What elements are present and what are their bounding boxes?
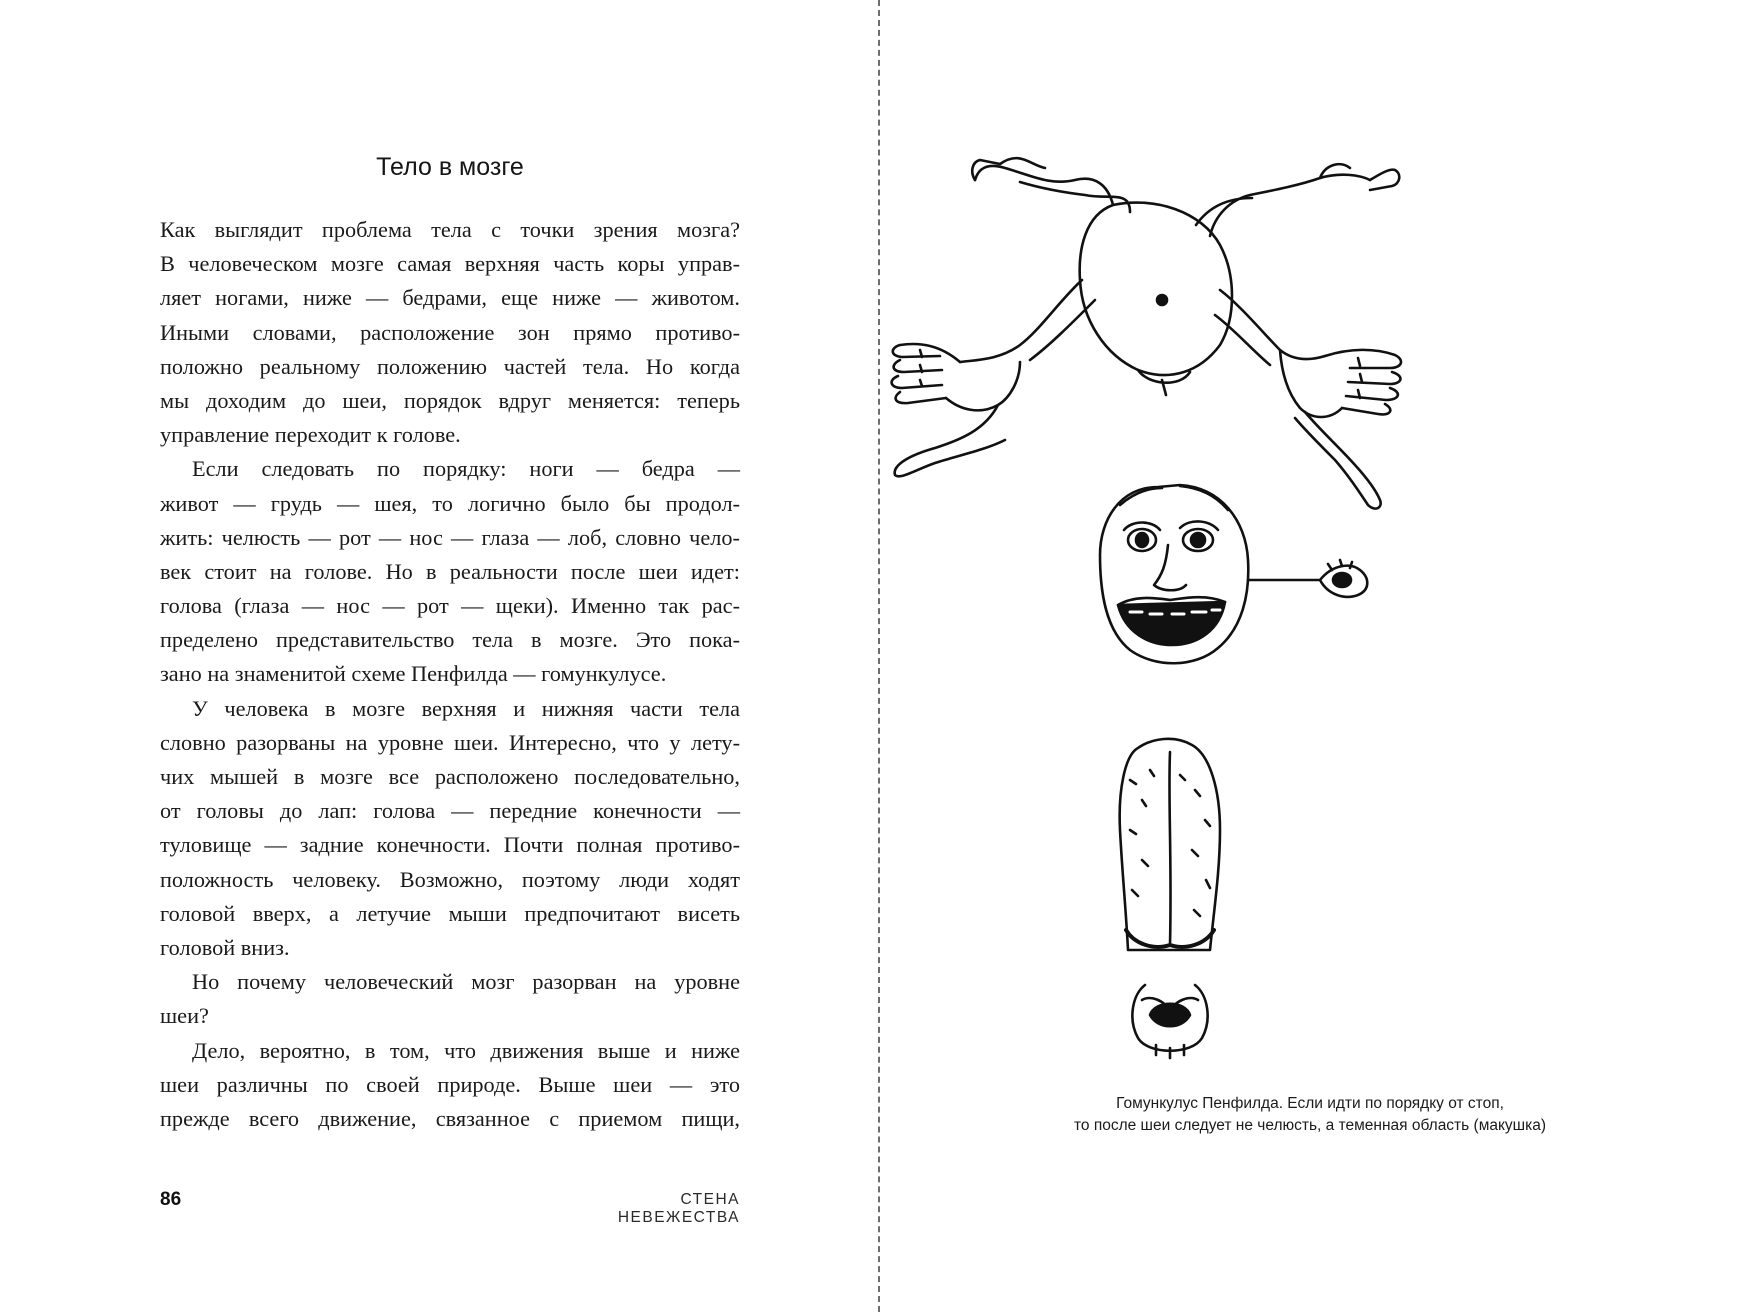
text-line: В человеческом мозге самая верхняя часть коры управ-	[160, 251, 740, 277]
homunculus-face	[1100, 485, 1248, 663]
text-line: от головы до лап: голова — передние конечности —	[160, 798, 740, 824]
text-line: Но почему человеческий мозг разорван на уровне	[192, 969, 740, 995]
text-line: Если следовать по порядку: ноги — бедра —	[192, 456, 740, 482]
chapter-title: Тело в мозге	[376, 153, 524, 181]
text-line: ляет ногами, ниже — бедрами, еще ниже — животом.	[160, 285, 740, 311]
text-line: шеи?	[160, 1003, 209, 1029]
running-head: СТЕНА НЕВЕЖЕСТВА	[617, 1191, 740, 1226]
text-line: жить: челюсть — рот — нос — глаза — лоб, словно чело-	[160, 524, 740, 550]
right-page	[880, 0, 1751, 1312]
figure-caption	[1020, 1093, 1600, 1137]
text-line: Дело, вероятно, в том, что движения выше и ниже	[192, 1037, 740, 1063]
text-line: положно реальному положению частей тела. Но когда	[160, 353, 740, 379]
caption-line: Гомункулус Пенфилда. Если идти по порядку от стоп,	[1116, 1095, 1504, 1112]
text-line: туловище — задние конечности. Почти полная противо-	[160, 832, 740, 858]
homunculus-legs	[972, 158, 1399, 236]
text-line: век стоит на голове. Но в реальности после шеи идет:	[160, 558, 740, 584]
page-number: 86	[160, 1189, 182, 1210]
text-line: прежде всего движение, связанное с приемом пищи,	[160, 1105, 740, 1131]
text-line: головой вниз.	[160, 934, 290, 960]
paragraph	[160, 452, 740, 691]
paragraph	[160, 965, 740, 1033]
text-line: мы доходим до шеи, порядок вдруг меняется: теперь	[160, 387, 740, 413]
text-line: живот — грудь — шея, то логично было бы продол-	[160, 490, 740, 516]
caption-line: то после шеи следует не челюсть, а теменная область (макушка)	[1073, 1117, 1547, 1134]
paragraph	[160, 692, 740, 966]
text-line: пределено представительство тела в мозге. Это пока-	[160, 627, 740, 653]
paragraph	[160, 1034, 740, 1137]
text-line: головой вверх, а летучие мыши предпочитают висеть	[160, 900, 740, 926]
body-text	[160, 213, 740, 1136]
text-line: зано на знаменитой схеме Пенфилда — гомункулусе.	[160, 661, 667, 687]
homunculus-eye	[1248, 560, 1367, 597]
text-line: шеи различны по своей природе. Выше шеи — это	[160, 1071, 740, 1097]
paragraph	[160, 213, 740, 452]
text-line: Как выглядит проблема тела с точки зрения мозга?	[160, 217, 740, 242]
homunculus-left-hand	[892, 344, 1020, 476]
homunculus-right-hand	[1280, 350, 1401, 509]
homunculus-arms	[960, 280, 1325, 365]
text-line: управление переходит к голове.	[160, 422, 461, 448]
text-line: чих мышей в мозге все расположено последовательно,	[160, 764, 740, 789]
text-line: У человека в мозге верхняя и нижняя части тела	[192, 695, 740, 721]
homunculus-tongue	[1120, 739, 1220, 950]
text-line: голова (глаза — нос — рот — щеки). Именно так рас-	[160, 593, 740, 619]
text-line: Иными словами, расположение зон прямо противо-	[160, 319, 740, 345]
homunculus-torso	[1080, 203, 1232, 395]
text-line: словно разорваны на уровне шеи. Интересно, что у лету-	[160, 729, 740, 755]
homunculus-throat	[1132, 985, 1207, 1058]
text-line: положность человеку. Возможно, поэтому люди ходят	[160, 866, 740, 892]
